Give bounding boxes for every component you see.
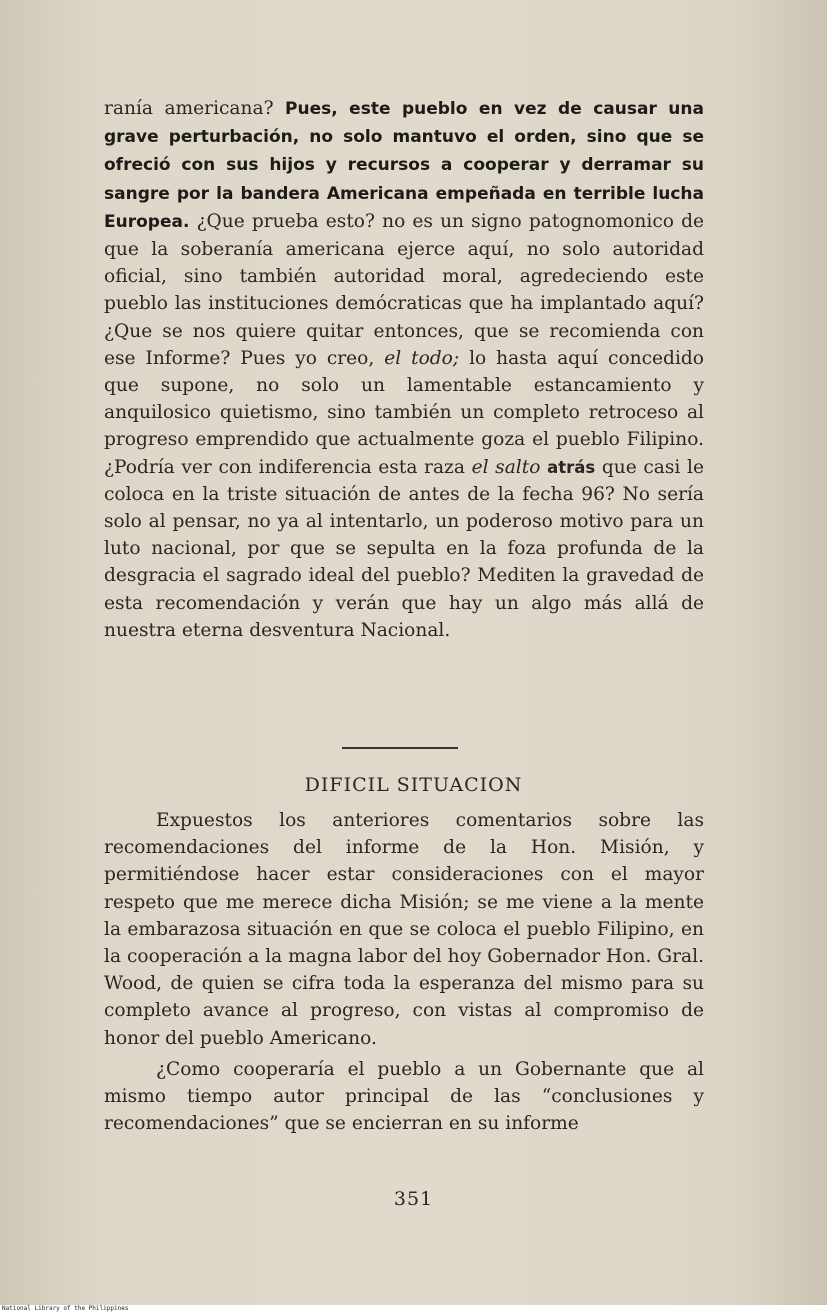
para1-bold: Pues, este pueblo en vez de causar una grave perturbación, no solo mantuvo el orden, sino que se ofreció con sus hijos y recursos a cooperar y derramar su sangre por la bandera Americana empeñada en terrible lucha Europea.: [104, 99, 704, 232]
section-heading: DIFICIL SITUACION: [304, 774, 523, 796]
library-footer: National Library of the Philippines: [0, 1305, 827, 1313]
paragraph-3: ¿Como cooperaría el pueblo a un Gobernante que al mismo tiempo autor principal de las “conclusiones y recomendaciones” que se encierran en su informe: [104, 1058, 704, 1135]
para1-mid-2: lo hasta aquí concedido que supone, no solo un lamentable estancamiento y anquilosico quietismo, sino también un completo retroceso al progreso emprendido que actualmente goza el pueblo Filipino. ¿Podría ver con indiferencia esta raza: [104, 347, 704, 478]
section-divider: [342, 747, 458, 749]
page-number: 351: [393, 1188, 434, 1210]
para1-italic-2: el salto: [471, 456, 541, 478]
para1-mid: ¿Que prueba esto? no es un signo patognomonico de que la soberanía americana ejerce aquí, no solo autoridad oficial, sino también autoridad moral, agredeciendo este pueblo las instituciones demócraticas que ha implantado aquí? ¿Que se nos quiere quitar entonces, que se recomienda con ese Informe? Pues yo creo,: [104, 210, 704, 369]
para1-lead: ranía americana?: [104, 98, 274, 119]
paragraph-2: Expuestos los anteriores comentarios sobre las recomendaciones del informe de la Hon. Misión, y permitiéndose hacer estar consideraciones con el mayor respeto que me merece dicha Misión; se me viene a la mente la embarazosa situación en que se coloca el pueblo Filipino, en la cooperación a la magna labor del hoy Gobernador Hon. Gral. Wood, de quien se cifra toda la esperanza del mismo para su completo avance al progreso, con vistas al compromiso de honor del pueblo Americano.: [104, 810, 704, 1049]
paragraph-1: [104, 95, 704, 644]
para1-tail: que casi le coloca en la triste situación de antes de la fecha 96? No sería solo al pensar, no ya al intentarlo, un poderoso motivo para un luto nacional, por que se sepulta en la foza profunda de la desgracia el sagrado ideal del pueblo? Mediten la gravedad de esta recomendación y verán que hay un algo más allá de nuestra eterna desventura Nacional.: [104, 456, 704, 641]
paragraph-2-and-3: [104, 807, 704, 1137]
para1-italic-1: el todo;: [384, 347, 460, 369]
para1-bold-2: atrás: [547, 457, 596, 477]
